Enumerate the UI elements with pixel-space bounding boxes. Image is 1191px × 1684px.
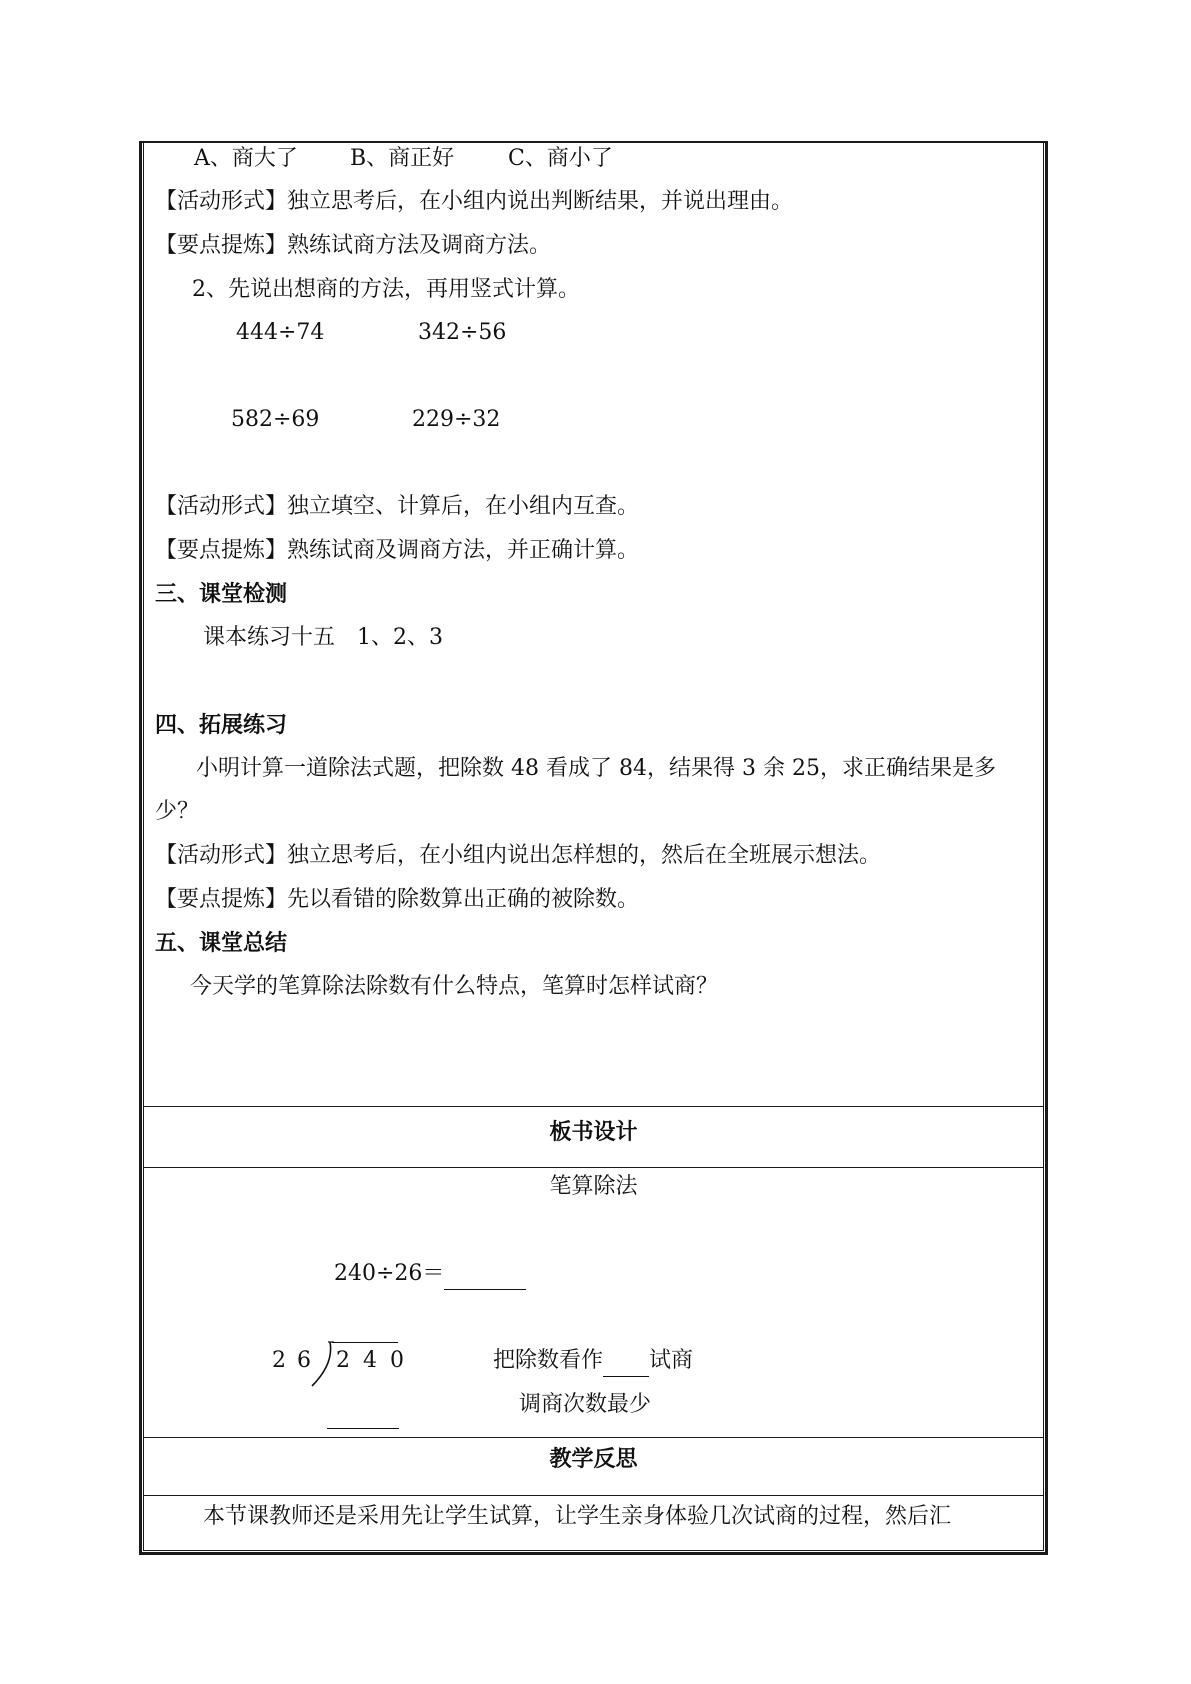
section-5-heading: 五、课堂总结 — [155, 930, 288, 956]
section-4-key-point: 【要点提炼】先以看错的除数算出正确的被除数。 — [155, 887, 640, 912]
division-subtract-line — [327, 1428, 399, 1429]
board-hint-suffix: 试商 — [649, 1348, 694, 1373]
section-4-heading: 四、拓展练习 — [155, 712, 288, 738]
division-top-line — [332, 1342, 398, 1343]
hint-blank — [603, 1346, 649, 1377]
exercise-1: 444÷74 — [236, 320, 325, 345]
task-2-instruction: 2、先说出想商的方法，再用竖式计算。 — [192, 277, 580, 302]
long-division-dividend: 2 4 0 — [336, 1348, 407, 1373]
option-c: C、商小了 — [508, 146, 613, 171]
section-5-content: 今天学的笔算除法除数有什么特点，笔算时怎样试商？ — [190, 974, 719, 999]
section-4-activity: 【活动形式】独立思考后，在小组内说出怎样想的，然后在全班展示想法。 — [155, 843, 882, 868]
key-point-2: 【要点提炼】熟练试商及调商方法，并正确计算。 — [155, 538, 640, 563]
exercise-4: 229÷32 — [412, 407, 501, 432]
section-3-content: 课本练习十五 1、2、3 — [203, 625, 443, 650]
key-point-1: 【要点提炼】熟练试商方法及调商方法。 — [155, 233, 552, 258]
option-a: A、商大了 — [194, 146, 298, 171]
board-equation-text: 240÷26＝ — [334, 1261, 445, 1286]
section-4-problem-line1: 小明计算一道除法式题，把除数 48 看成了 84，结果得 3 余 25，求正确结果是多 — [196, 756, 996, 781]
section-3-heading: 三、课堂检测 — [155, 581, 288, 607]
activity-form-1: 【活动形式】独立思考后，在小组内说出判断结果，并说出理由。 — [155, 189, 794, 214]
exercise-3: 582÷69 — [231, 407, 320, 432]
section-4-problem-line2: 少？ — [155, 799, 200, 824]
board-hint-1 — [493, 1346, 693, 1377]
board-hint-2: 调商次数最少 — [519, 1392, 652, 1417]
table-divider — [143, 1495, 1044, 1496]
division-bracket — [308, 1338, 334, 1390]
activity-form-2: 【活动形式】独立填空、计算后，在小组内互查。 — [155, 494, 640, 519]
board-hint-prefix: 把除数看作 — [493, 1348, 604, 1373]
long-division-divisor: 2 6 — [272, 1348, 313, 1373]
reflection-content: 本节课教师还是采用先让学生试算，让学生亲身体验几次试商的过程，然后汇 — [203, 1504, 952, 1529]
option-b: B、商正好 — [350, 146, 455, 171]
reflection-heading: 教学反思 — [549, 1446, 638, 1472]
table-divider — [143, 1437, 1044, 1438]
table-divider — [143, 1106, 1044, 1107]
board-title: 笔算除法 — [549, 1174, 638, 1199]
table-divider — [143, 1167, 1044, 1168]
exercise-2: 342÷56 — [418, 320, 507, 345]
board-equation — [334, 1259, 526, 1290]
answer-blank — [444, 1259, 526, 1290]
board-design-heading: 板书设计 — [549, 1119, 638, 1145]
